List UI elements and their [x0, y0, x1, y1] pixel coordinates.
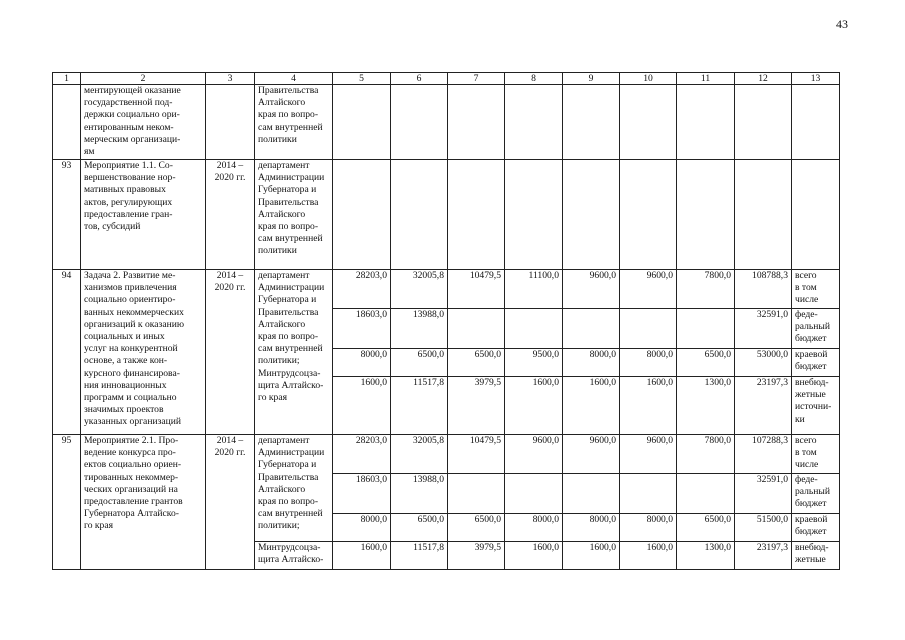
- value-cell: 9600,0: [620, 435, 677, 474]
- value-cell: [563, 85, 620, 160]
- funding-source-label: краевой бюджет: [792, 514, 840, 542]
- row-number: 95: [53, 435, 81, 570]
- value-cell: 1600,0: [333, 542, 391, 570]
- value-cell: 1300,0: [677, 377, 735, 435]
- value-cell: [563, 309, 620, 349]
- value-cell: 11517,8: [391, 377, 448, 435]
- value-cell: 9600,0: [620, 270, 677, 309]
- value-cell: 1600,0: [620, 377, 677, 435]
- value-cell: [505, 309, 563, 349]
- row-number: 93: [53, 160, 81, 270]
- header-cell: 7: [448, 73, 505, 85]
- header-cell: 4: [255, 73, 333, 85]
- value-cell: [677, 85, 735, 160]
- value-cell: 1600,0: [505, 542, 563, 570]
- header-cell: 10: [620, 73, 677, 85]
- value-cell: 1600,0: [333, 377, 391, 435]
- row-executor: департамент Администрации Губернатора и Правительства Алтайского края по вопро- сам внутренней политики; Минтрудсоцза- щита Алтайско- го края: [255, 270, 333, 435]
- value-cell: 8000,0: [563, 349, 620, 377]
- total-label: всего: [795, 435, 817, 446]
- value-cell: 8000,0: [620, 514, 677, 542]
- table-row: [53, 270, 840, 309]
- value-cell: 8000,0: [333, 514, 391, 542]
- total-label: всего: [795, 270, 817, 281]
- value-cell: [505, 160, 563, 270]
- value-cell: [448, 309, 505, 349]
- value-cell: 6500,0: [448, 349, 505, 377]
- budget-table: [52, 72, 840, 570]
- value-cell: 28203,0: [333, 435, 391, 474]
- value-cell: [563, 474, 620, 514]
- value-cell: 28203,0: [333, 270, 391, 309]
- value-cell: 6500,0: [448, 514, 505, 542]
- header-cell: 9: [563, 73, 620, 85]
- funding-source-label: краевой бюджет: [792, 349, 840, 377]
- value-cell: 6500,0: [391, 349, 448, 377]
- value-cell: 51500,0: [735, 514, 792, 542]
- value-cell: [677, 474, 735, 514]
- row-number: [53, 85, 81, 160]
- value-cell: 3979,5: [448, 377, 505, 435]
- row-description: Задача 2. Развитие ме- ханизмов привлечения социально ориентиро- ванных некоммерческих организаций к оказанию социальных и иных услуг на конкурентной основе, а также кон- курсного финансирова- ния инновационных программ и социально значимых проектов указанных организаций: [81, 270, 206, 435]
- funding-source-label: феде- ральный бюджет: [792, 309, 840, 349]
- value-cell: 107288,3: [735, 435, 792, 474]
- value-cell: [391, 160, 448, 270]
- value-cell: 108788,3: [735, 270, 792, 309]
- funding-source-label: внебюд- жетные: [792, 542, 840, 570]
- value-cell: 6500,0: [677, 514, 735, 542]
- value-cell: 23197,3: [735, 377, 792, 435]
- row-number: 94: [53, 270, 81, 435]
- value-cell: [448, 474, 505, 514]
- value-cell: 1600,0: [563, 542, 620, 570]
- table-row: [53, 160, 840, 270]
- value-cell: [792, 85, 840, 160]
- header-cell: 5: [333, 73, 391, 85]
- page-number: 43: [836, 17, 848, 31]
- value-cell: [620, 85, 677, 160]
- value-cell: 32005,8: [391, 270, 448, 309]
- row-executor: департамент Администрации Губернатора и Правительства Алтайского края по вопро- сам внутренней политики;: [255, 435, 333, 542]
- row-period: 2014 – 2020 гг.: [206, 270, 255, 435]
- value-cell: [620, 160, 677, 270]
- value-cell: [620, 309, 677, 349]
- value-cell: 9600,0: [505, 435, 563, 474]
- value-cell: 9500,0: [505, 349, 563, 377]
- funding-source-label: феде- ральный бюджет: [792, 474, 840, 514]
- value-cell: 10479,5: [448, 435, 505, 474]
- value-cell: 1600,0: [620, 542, 677, 570]
- header-cell: 11: [677, 73, 735, 85]
- value-cell: [505, 474, 563, 514]
- value-cell: 8000,0: [505, 514, 563, 542]
- value-cell: [391, 85, 448, 160]
- row-period: [206, 85, 255, 160]
- value-cell: 11517,8: [391, 542, 448, 570]
- incl-label: в том числе: [795, 282, 819, 306]
- value-cell: [448, 85, 505, 160]
- header-cell: 2: [81, 73, 206, 85]
- row-description: Мероприятие 2.1. Про- ведение конкурса про- ектов социально ориен- тированных некоммер- ческих организаций на предоставление грантов Губернатора Алтайско- го края: [81, 435, 206, 570]
- value-cell: 1600,0: [563, 377, 620, 435]
- value-cell: 18603,0: [333, 309, 391, 349]
- value-cell: 6500,0: [677, 349, 735, 377]
- value-cell: 9600,0: [563, 270, 620, 309]
- value-cell: 3979,5: [448, 542, 505, 570]
- value-cell: 1300,0: [677, 542, 735, 570]
- value-cell: [792, 160, 840, 270]
- table-row: [53, 85, 840, 160]
- header-cell: 6: [391, 73, 448, 85]
- value-cell: 7800,0: [677, 435, 735, 474]
- funding-source-label: [792, 435, 840, 474]
- value-cell: 1600,0: [505, 377, 563, 435]
- header-cell: 12: [735, 73, 792, 85]
- row-executor: Минтрудсоцза- щита Алтайско-: [255, 542, 333, 570]
- row-executor: департамент Администрации Губернатора и Правительства Алтайского края по вопро- сам внутренней политики: [255, 160, 333, 270]
- row-description: Мероприятие 1.1. Со- вершенствование нор- мативных правовых актов, регулирующих предоставление гран- тов, субсидий: [81, 160, 206, 270]
- value-cell: [505, 85, 563, 160]
- funding-source-label: внебюд- жетные источни- ки: [792, 377, 840, 435]
- value-cell: 9600,0: [563, 435, 620, 474]
- value-cell: 23197,3: [735, 542, 792, 570]
- value-cell: 8000,0: [563, 514, 620, 542]
- header-cell: 1: [53, 73, 81, 85]
- header-cell: 3: [206, 73, 255, 85]
- value-cell: 10479,5: [448, 270, 505, 309]
- value-cell: 8000,0: [333, 349, 391, 377]
- value-cell: 11100,0: [505, 270, 563, 309]
- funding-source-label: [792, 270, 840, 309]
- value-cell: 8000,0: [620, 349, 677, 377]
- value-cell: 13988,0: [391, 309, 448, 349]
- header-cell: 13: [792, 73, 840, 85]
- row-period: 2014 – 2020 гг.: [206, 435, 255, 570]
- row-description: ментирующей оказание государственной под- держки социально ори- ентированным неком- мерческим организаци- ям: [81, 85, 206, 160]
- value-cell: [677, 160, 735, 270]
- value-cell: 6500,0: [391, 514, 448, 542]
- value-cell: [563, 160, 620, 270]
- value-cell: 32005,8: [391, 435, 448, 474]
- value-cell: [333, 85, 391, 160]
- value-cell: [620, 474, 677, 514]
- value-cell: 32591,0: [735, 309, 792, 349]
- value-cell: 18603,0: [333, 474, 391, 514]
- value-cell: [677, 309, 735, 349]
- table-row: [53, 435, 840, 474]
- value-cell: [735, 85, 792, 160]
- value-cell: 13988,0: [391, 474, 448, 514]
- value-cell: 32591,0: [735, 474, 792, 514]
- row-executor: Правительства Алтайского края по вопро- сам внутренней политики: [255, 85, 333, 160]
- value-cell: 53000,0: [735, 349, 792, 377]
- value-cell: [333, 160, 391, 270]
- header-row: [53, 73, 840, 85]
- header-cell: 8: [505, 73, 563, 85]
- value-cell: 7800,0: [677, 270, 735, 309]
- row-period: 2014 – 2020 гг.: [206, 160, 255, 270]
- value-cell: [448, 160, 505, 270]
- value-cell: [735, 160, 792, 270]
- incl-label: в том числе: [795, 447, 819, 471]
